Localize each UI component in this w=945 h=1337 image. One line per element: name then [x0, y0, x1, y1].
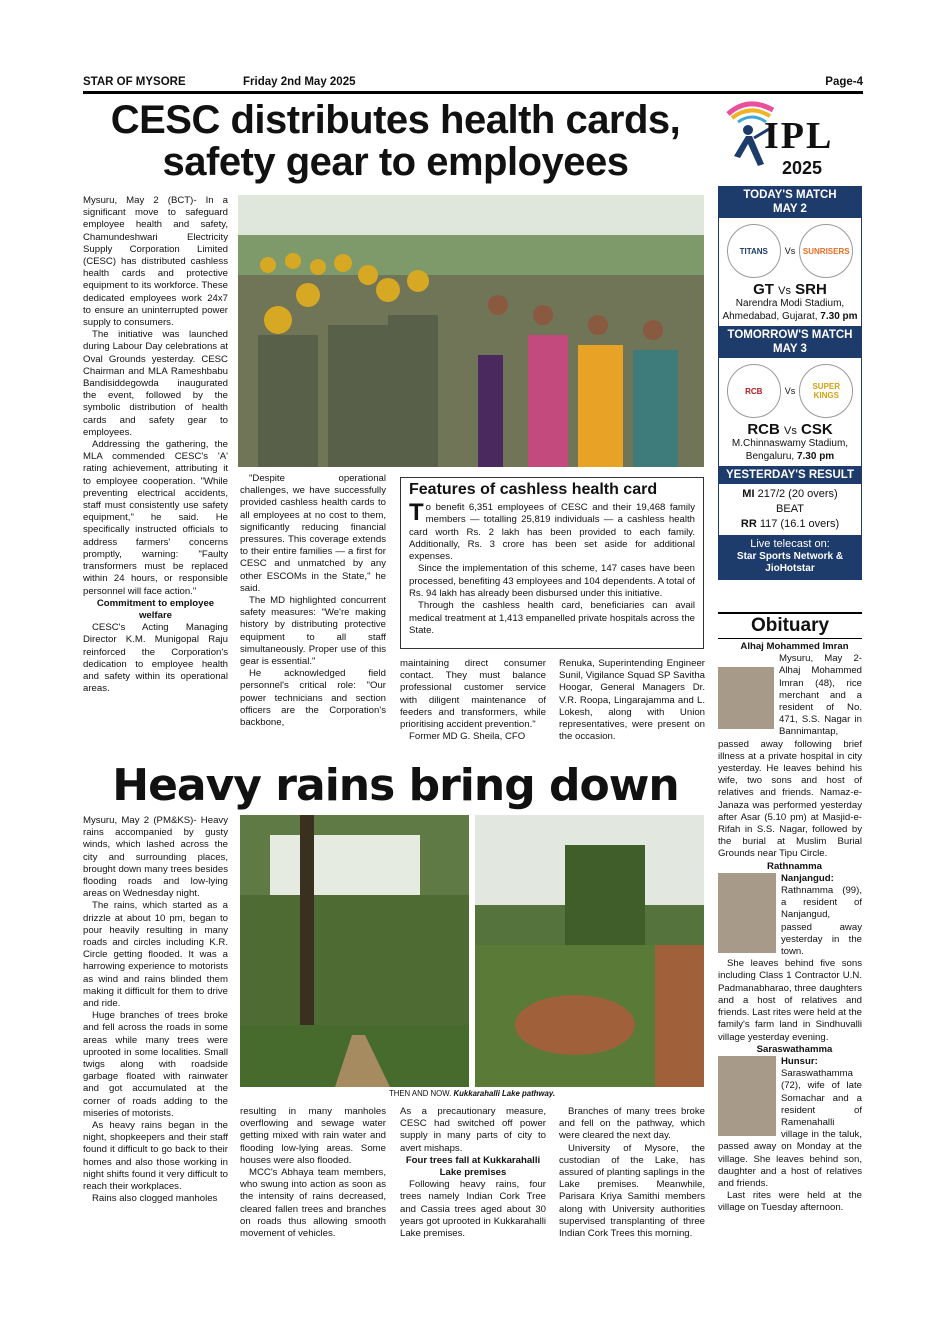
tomorrow-matchup — [719, 421, 861, 438]
headline-line-2: safety gear to employees — [162, 140, 629, 184]
paragraph: The MD highlighted concurrent safety measures: "We're making history by distributing protective equipment to all staff simultaneously. Proper use of this gear is essential." — [240, 595, 386, 668]
today-matchup — [719, 281, 861, 298]
article2-col4 — [559, 1106, 705, 1240]
masthead — [83, 74, 863, 92]
masthead-rule — [83, 91, 863, 94]
today-label: TODAY'S MATCH — [743, 189, 837, 201]
feature-text: o benefit 6,351 employees of CESC and their 19,468 family members — totalling 25,819 individuals — a cashless health card worth Rs. 2 lakh has been provided to each family. Additionally, Rs. 3 crore has been set aside for additional expenses. — [409, 502, 695, 563]
article2-col1 — [83, 815, 228, 1206]
article1-col2 — [240, 473, 386, 729]
photo-caption — [240, 1089, 704, 1098]
csk-logo: SUPER KINGS — [799, 364, 853, 418]
paragraph: Following heavy rains, four trees namely Indian Cork Tree and Cassia trees aged about 30 years got uprooted in Kukkarahalli Lake premises. — [400, 1179, 546, 1240]
obit-entry — [718, 873, 862, 958]
obituary-title: Obituary — [718, 612, 862, 637]
paragraph: As a precautionary measure, CESC had switched off power supply in many parts of city to avert mishaps. — [400, 1106, 546, 1154]
telecast-band — [718, 535, 862, 580]
paragraph: The rains, which started as a drizzle at about 10 pm, began to pour heavily resulting in many roads and circles including K.R. Circle getting flooded. It was a harrowing experience to motorists as wind and rains blinded them making it difficult for them to drive and ride. — [83, 900, 228, 1010]
obit-entry — [718, 1056, 862, 1190]
today-band — [718, 186, 862, 218]
obit-portrait — [718, 873, 776, 953]
obit-name: Rathnamma — [767, 860, 822, 872]
tomorrow-venue — [719, 438, 861, 463]
today-venue — [719, 298, 861, 323]
vs-text: Vs — [784, 246, 796, 256]
team: SRH — [795, 281, 827, 298]
team: RCB — [747, 421, 780, 438]
venue: M.Chinnaswamy Stadium, Bengaluru, — [731, 438, 849, 462]
lake-path-now-photo — [475, 815, 704, 1087]
obit-place: Nanjangud: — [781, 872, 834, 884]
team: GT — [753, 281, 774, 298]
team: CSK — [801, 421, 833, 438]
article1-col4 — [559, 658, 705, 743]
obit-text: Rathnamma (99), a resident of Nanjangud, passed away yesterday in the town. — [781, 885, 862, 958]
result-panel — [718, 484, 862, 535]
feature-paragraph — [409, 499, 695, 563]
lake-path-then-photo — [240, 815, 469, 1087]
paragraph: "Despite operational challenges, we have successfully provided cashless health cards to all employees at no cost to them, significantly reducing financial pressures. This coverage extends to their entire families — a first for CESC and unmatched by any other ESCOMs in the State," he said. — [240, 473, 386, 594]
paper-name: STAR OF MYSORE — [83, 76, 186, 88]
ipl-sidebar — [718, 96, 862, 580]
feature-paragraph: Through the cashless health card, beneficiaries can avail medical treatment at 1,413 empanelled private hospitals across the State. — [409, 600, 695, 636]
obit-portrait — [718, 1056, 776, 1136]
article2-col2 — [240, 1106, 386, 1240]
obit-text: Saraswathamma (72), wife of late Somachar and a resident of Ramenahalli village in the taluk, passed away on Monday at the village. She leaves behind son, daughter and a host of relatives and friends. — [718, 1068, 862, 1189]
vs-text: Vs — [784, 386, 796, 396]
cesc-event-photo — [238, 195, 704, 467]
ipl-title: IPL — [764, 115, 834, 157]
obit-place: Hunsur: — [781, 1055, 818, 1067]
paragraph: University of Mysore, the custodian of the Lake, has assured of planting saplings in the Lake premises. Meanwhile, Parisara Kriya Samithi members along with University authorities supervised transplanting of three Indian Cork Trees this morning. — [559, 1142, 705, 1240]
paragraph: Huge branches of trees broke and fell across the roads in some areas while many trees were uprooted in some localities. Small twigs along with roadside garbage floated with rainwater and got accumulated at the corner of roads adding to the miseries of motorists. — [83, 1010, 228, 1119]
obit-name: Alhaj Mohammed Imran — [740, 641, 849, 652]
vs-text: Vs — [778, 285, 791, 297]
paragraph: Mysuru, May 2 (BCT)- In a significant move to safeguard employee health and safety, Chamundeshwari Electricity Supply Corporation Limited (CESC) has distributed cashless health cards and protective equipment to its workforce. These dedicated employees work 24x7 to ensure an uninterrupted power supply to consumers. — [83, 195, 228, 329]
today-date: MAY 2 — [773, 203, 807, 215]
article1-col1 — [83, 195, 228, 695]
page-number: Page-4 — [825, 76, 863, 88]
issue-date: Friday 2nd May 2025 — [243, 76, 356, 88]
feature-box — [400, 477, 704, 649]
venue: Narendra Modi Stadium, Ahmedabad, Gujarat, — [722, 298, 845, 322]
paragraph: As heavy rains began in the night, shopkeepers and their staff found it difficult to go back to their homes and also those working in night shifts found it very difficult to reach their workplaces. — [83, 1120, 228, 1193]
feature-box-title: Features of cashless health card — [409, 481, 658, 498]
dropcap: T — [409, 499, 424, 526]
obit-name: Saraswathamma — [756, 1043, 833, 1055]
result-beat: BEAT — [776, 503, 804, 515]
rcb-logo: RCB — [727, 364, 781, 418]
tomorrow-band — [718, 326, 862, 358]
paragraph: Renuka, Superintending Engineer Sunil, Vigilance Squad SP Savitha Hoogar, General Managers Dr. V.R. Roopa, Lingarajamma and L. Lokesh, along with Union representatives, were present on the occasion. — [559, 658, 705, 743]
tomorrow-date: MAY 3 — [773, 343, 807, 355]
article2-col3 — [400, 1106, 546, 1240]
subhead: Commitment to employee welfare — [96, 597, 215, 621]
article2-headline: Heavy rains bring down — [112, 760, 679, 811]
today-panel — [718, 218, 862, 326]
score: 117 (16.1 overs) — [759, 518, 840, 530]
obit-text: She leaves behind five sons including Class 1 Contractor U.N. Padmanabharao, three daughters and a host of relatives and friends. Last rites were held at the family's farm land in Sindhuvalli village yesterday evening. — [718, 958, 862, 1043]
gt-logo: TITANS — [727, 224, 781, 278]
paragraph: Former MD G. Sheila, CFO — [409, 731, 526, 743]
subhead: Four trees fall at Kukkarahalli Lake premises — [405, 1154, 541, 1179]
paragraph: CESC's Acting Managing Director K.M. Munigopal Raju reinforced the Corporation's dedication to employee health and safety within its operational areas. — [83, 622, 228, 695]
team: MI — [742, 488, 755, 500]
paragraph: Branches of many trees broke and fell on the pathway, which were cleared the next day. — [559, 1106, 705, 1142]
paragraph: He acknowledged field personnel's critical role: "Our power technicians and section officers are the Corporation's backbone, — [240, 668, 386, 729]
obit-text: Last rites were held at the village on Tuesday afternoon. — [718, 1190, 862, 1214]
paragraph: The initiative was launched during Labour Day celebrations at Oval Grounds yesterday. CESC Chairman and MLA Rameshbabu Bandisiddegowda inaugurated the event, followed by the symbolic distribution of health cards and safety gear to employees. — [83, 329, 228, 438]
paragraph: Mysuru, May 2 (PM&KS)- Heavy rains accompanied by gusty winds, which lashed across the city and surrounding places, brought down many trees besides flooding roads and low-lying areas on Wednesday night. — [83, 815, 228, 900]
match-time: 7.30 pm — [820, 310, 858, 322]
paragraph: resulting in many manholes overflowing and sewage water getting mixed with rain water and flooding low-lying areas. Some houses were also flooded. — [240, 1106, 386, 1166]
telecast-channels: Star Sports Network & JioHotstar — [736, 550, 844, 574]
paragraph: Addressing the gathering, the MLA commended CESC's 'A' rating achievement, attributing it to employee cooperation. "While preventing electrical accidents, staff must consistently use safety equipment," he said. He specifically instructed officials to address farmers' concerns promptly, warning: "Faulty transformers must be replaced within 24 hours, or responsible personnel will face action." — [83, 439, 228, 597]
paragraph: Rains also clogged manholes — [92, 1193, 218, 1205]
ipl-year: 2025 — [782, 158, 823, 178]
feature-paragraph: Since the implementation of this scheme, 147 cases have been processed, benefiting 43 employees and 104 dependents. A total of Rs. 94 lakh has already been disbursed under this initiative. — [409, 563, 695, 600]
obit-entry — [718, 653, 862, 860]
caption-text: Kukkarahalli Lake pathway. — [453, 1089, 556, 1098]
obit-portrait — [718, 667, 774, 729]
paragraph: maintaining direct consumer contact. They must balance professional customer service with diligent maintenance of feeders and transformers, while prioritising accident prevention." — [400, 658, 546, 731]
tomorrow-panel — [718, 358, 862, 466]
ipl-logo — [718, 96, 862, 186]
caption-prefix: THEN AND NOW. — [388, 1089, 452, 1098]
headline-line-1: CESC distributes health cards, — [110, 98, 681, 142]
score: 217/2 (20 overs) — [757, 488, 838, 500]
tomorrow-label: TOMORROW'S MATCH — [727, 329, 853, 341]
article1-col3 — [400, 658, 546, 743]
srh-logo: SUNRISERS — [799, 224, 853, 278]
result-band: YESTERDAY'S RESULT — [718, 466, 862, 484]
obit-text: Mysuru, May 2- Alhaj Mohammed Imran (48), rice merchant and a resident of No. 471, S.S. Nagar in Bannimantap, passed away following brief illness at a private hospital in city yesterday. He leaves behind his wife, two sons and host of relatives and friends. Namaz-e-Janaza was performed yesterday after Asar (5.10 pm) at Masjid-e-Rifah in S.S. Nagar, followed by the burial at Muslim Burial Grounds near Tipu Circle. — [718, 653, 862, 860]
vs-text: Vs — [783, 425, 797, 437]
obituary-list — [718, 638, 862, 1215]
match-time: 7.30 pm — [796, 450, 835, 462]
team: RR — [740, 518, 757, 530]
telecast-label: Live telecast on: — [750, 538, 830, 550]
paragraph: MCC's Abhaya team members, who swung into action as soon as the intensity of rains decreased, cleared fallen trees and branches on roads thus allowing smooth movement of vehicles. — [240, 1167, 386, 1240]
article1-headline — [83, 99, 708, 183]
